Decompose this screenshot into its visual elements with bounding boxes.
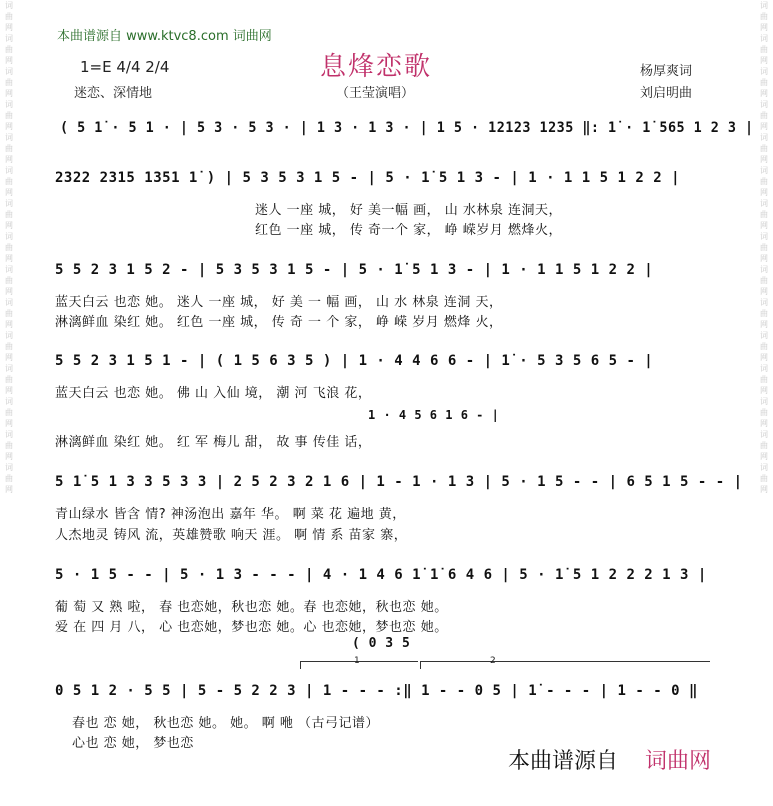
- score-line-1: ( 5 1̇ · 5 1 · | 5 3 · 5 3 · | 1 3 · 1 3 · | 1 5 · 12123 1235 ‖: 1̇ · 1̇ 565 1 2 3 |: [60, 120, 754, 136]
- lyric-line-2a: 迷人 一座 城， 好 美一幅 画， 山 水林泉 连洞天，: [255, 203, 563, 218]
- score-line-7: 0 5 1 2 · 5 5 | 5 - 5 2 2 3 | 1 - - - :‖ 1 - - 0 5 | 1̇ - - - | 1 - - 0 ‖: [55, 683, 698, 699]
- right-watermark: 词曲网词曲网词曲网词曲网词曲网词曲网词曲网词曲网词曲网词曲网词曲网词曲网词曲网词曲网词曲网: [760, 1, 768, 494]
- score-line-6: 5 · 1 5 - - | 5 · 1 3 - - - | 4 · 1 4 6 1̇ 1̇ 6 4 6 | 5 · 1̇ 5 1 2 2 2 1 3 |: [55, 567, 707, 583]
- footer-source: 本曲谱源自: [508, 749, 619, 774]
- lyric-line-5b: 人杰地灵 铸风 流，英雄赞歌 响天 涯。 啊 情 系 苗家 寨，: [55, 528, 408, 543]
- composer-credit: 刘启明曲: [640, 86, 693, 101]
- lyric-line-3b: 淋漓鲜血 染红 她。 红色 一座 城， 传 奇 一 个 家， 峥 嵘 岁月 燃烽 火，: [55, 315, 503, 330]
- singer-credit: （王莹演唱）: [336, 86, 415, 101]
- lyricist-credit: 杨厚爽词: [640, 64, 693, 79]
- volta-2-label: 2: [490, 656, 496, 666]
- volta-2-bracket: [420, 661, 710, 662]
- lyric-line-4b: 淋漓鲜血 染红 她。 红 军 梅儿 甜， 故 事 传佳 话，: [55, 435, 372, 450]
- mood-marking: 迷恋、深情地: [74, 86, 153, 101]
- score-line-2: 2322 2315 1351 1̇ ) | 5 3 5 3 1 5 - | 5 · 1̇ 5 1 3 - | 1 · 1 1 5 1 2 2 |: [55, 170, 681, 186]
- lyric-line-6a: 葡 萄 又 熟 啦， 春 也恋她，秋也恋 她。春 也恋她，秋也恋 她。: [55, 600, 448, 615]
- left-watermark: 词曲网词曲网词曲网词曲网词曲网词曲网词曲网词曲网词曲网词曲网词曲网词曲网词曲网词曲网词曲网: [5, 1, 13, 494]
- lyric-line-6b: 爱 在 四 月 八， 心 也恋她，梦也恋 她。心 也恋她，梦也恋 她。: [55, 620, 448, 635]
- score-line-3: 5 5 2 3 1 5 2 - | 5 3 5 3 1 5 - | 5 · 1̇ 5 1 3 - | 1 · 1 1 5 1 2 2 |: [55, 262, 654, 278]
- volta-1-tick: [300, 661, 301, 669]
- lyric-line-7b: 心也 恋 她， 梦也恋: [72, 736, 194, 751]
- score-line-5: 5 1̇ 5 1 3 3 5 3 3 | 2 5 2 3 2 1 6 | 1 - 1 · 1 3 | 5 · 1 5 - - | 6 5 1 5 - - |: [55, 474, 743, 490]
- volta-2-tick: [420, 661, 421, 669]
- key-signature: 1=E 4/4 2/4: [80, 58, 170, 76]
- score-interlude: ( 0 3 5: [352, 636, 411, 651]
- song-title: 息烽恋歌: [320, 52, 433, 82]
- footer-site: 词曲网: [645, 749, 712, 774]
- score-line-4: 5 5 2 3 1 5 1 - | ( 1 5 6 3 5 ) | 1 · 4 4 6 6 - | 1̇ · 5 3 5 6 5 - |: [55, 353, 654, 369]
- lyric-line-3a: 蓝天白云 也恋 她。 迷人 一座 城， 好 美 一 幅 画， 山 水 林泉 连洞 天，: [55, 295, 503, 310]
- score-line-4-alt: 1 · 4 5 6 1 6 - |: [368, 408, 500, 422]
- lyric-line-4a: 蓝天白云 也恋 她。 佛 山 入仙 境， 潮 河 飞浪 花，: [55, 386, 372, 401]
- volta-1-label: 1: [354, 656, 360, 666]
- lyric-line-5a: 青山绿水 皆含 情? 神汤泡出 嘉年 华。 啊 菜 花 遍地 黄，: [55, 507, 406, 522]
- lyric-line-2b: 红色 一座 城， 传 奇一个 家， 峥 嵘岁月 燃烽火，: [255, 223, 563, 238]
- site-label: 本曲谱源自 www.ktvc8.com 词曲网: [57, 29, 272, 44]
- lyric-line-7a: 春也 恋 她， 秋也恋 她。 她。 啊 咃 （古弓记谱）: [72, 716, 380, 731]
